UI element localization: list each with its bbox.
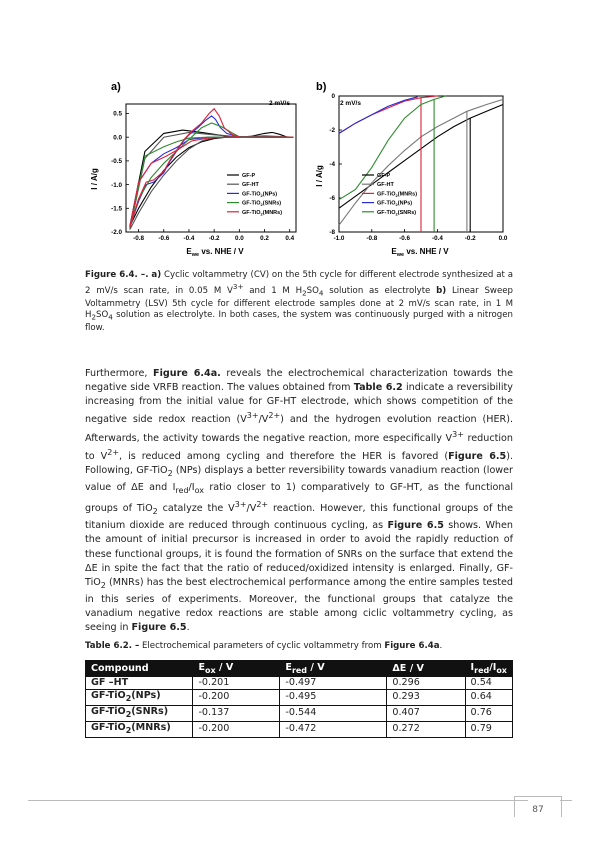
text: (SNRs) — [131, 705, 169, 717]
superscript: 3+ — [452, 429, 464, 439]
table-header-row — [86, 661, 513, 677]
figure-caption-text: SO — [96, 310, 109, 321]
subscript: 2 — [91, 312, 97, 322]
subscript: ox — [496, 665, 507, 675]
x-tick-label: -0.8 — [366, 235, 378, 242]
y-tick-label: 0.0 — [113, 134, 122, 142]
figure-ref: Figure 6.4a — [384, 641, 440, 651]
text: indicate a reversibility increasing from the initial value for GF-HT electrode, which shows competition of the negative side redox reaction (V — [85, 382, 513, 426]
electrochemical-parameters-table — [85, 660, 513, 738]
cell-delta-e: 0.272 — [387, 721, 465, 737]
text: /V — [258, 414, 269, 426]
text: GF –HT — [91, 677, 129, 688]
text: GF-TiO — [91, 705, 126, 717]
text: (NPs) — [131, 690, 161, 701]
legend-label: GF-TiO$_2$(NPs) — [242, 191, 278, 198]
subscript: red — [175, 486, 189, 496]
figure-caption-text: and 1 M H — [243, 286, 303, 297]
x-tick-label: 0.2 — [260, 235, 269, 242]
chart-b-xlabel: $E_{we}$ vs. NHE / V — [391, 247, 449, 258]
table-row — [86, 721, 513, 737]
chart-a-panel-label: a) — [111, 81, 121, 93]
table-caption — [85, 641, 442, 651]
cell-eox: -0.201 — [193, 677, 280, 690]
x-tick-label: 0.0 — [234, 235, 244, 242]
subscript: ox — [205, 665, 216, 675]
legend-label: GF-HT — [242, 182, 259, 189]
superscript: 2+ — [256, 500, 269, 510]
subscript: 2 — [125, 709, 132, 719]
text: shows. When the amount of initial precursor is increased in order to avoid the rapidly reduction of these functional groups, it is found the formation of SNRs on the surface that extend the ΔE in spite the fact that the ratio of reduced/oxidized intensity is enlarged. Finally, GF-TiO — [85, 520, 513, 588]
chart-a-plot — [111, 104, 296, 242]
figure-ref: Figure 6.4a. — [153, 368, 221, 379]
y-tick-label: -2.0 — [111, 229, 122, 237]
legend-label: GF-TiO$_2$(SNRs) — [377, 209, 417, 217]
subscript: 4 — [318, 288, 324, 298]
text: , is reduced among cycling and therefore the HER is favored ( — [119, 451, 449, 463]
table-caption-label: Table 6.2. – — [85, 641, 140, 651]
x-tick-label: -0.4 — [431, 235, 443, 242]
cell-ratio: 0.76 — [465, 705, 512, 721]
superscript: 2+ — [268, 411, 281, 421]
cell-compound — [86, 677, 193, 690]
subscript: 2 — [125, 693, 132, 703]
text: Furthermore, — [85, 368, 154, 379]
cell-compound — [86, 705, 193, 721]
subscript: 2 — [100, 580, 106, 590]
x-tick-label: 0.4 — [285, 235, 295, 242]
superscript: 3+ — [232, 282, 244, 292]
table-ref: Table 6.2 — [353, 382, 403, 394]
text: reduction to V — [85, 432, 513, 463]
text: E — [285, 662, 292, 674]
header-delta-e: ΔE / V — [387, 661, 465, 677]
chart-b-ylabel: I / A/g — [315, 165, 324, 187]
cell-eox: -0.200 — [193, 690, 280, 706]
figure-caption-text: Linear Sweep Voltammetry (LSV) 5th cycle for different electrode samples done at 2 mV/s scan rate, in 1 M H — [85, 286, 513, 321]
y-tick-label: -6 — [329, 195, 335, 203]
footer-rule — [560, 800, 572, 801]
x-tick-label: -0.8 — [133, 235, 145, 242]
text: /I — [188, 482, 195, 494]
subscript: 2 — [302, 288, 307, 298]
legend-label: GF-HT — [377, 182, 394, 189]
cell-delta-e: 0.293 — [387, 690, 465, 706]
subscript: red — [474, 665, 490, 675]
cell-ered: -0.544 — [280, 705, 387, 721]
figure-caption-a: a) — [151, 270, 162, 280]
x-tick-label: -0.6 — [399, 235, 411, 242]
cell-compound — [86, 690, 193, 706]
figure-caption-label: Figure 6.4. –. — [85, 270, 149, 280]
legend-label: GF-TiO$_2$(SNRs) — [242, 200, 282, 208]
y-tick-label: -1.5 — [111, 205, 122, 213]
x-tick-label: -0.6 — [158, 235, 170, 242]
text: /V — [246, 503, 257, 515]
text: reveals the electrochemical characterization towards the negative side VRFB reaction. The values obtained from — [85, 368, 513, 394]
cell-ratio: 0.79 — [465, 721, 512, 737]
table-row — [86, 690, 513, 706]
chart-b-annotation: 2 mV/s — [340, 100, 361, 107]
x-tick-label: -0.2 — [208, 235, 220, 242]
text: GF-TiO — [91, 690, 126, 701]
cell-delta-e: 0.407 — [387, 705, 465, 721]
text: / V — [215, 662, 234, 674]
y-tick-label: -0.5 — [111, 158, 122, 166]
text: GF-TiO — [91, 721, 126, 733]
cell-ratio: 0.54 — [465, 677, 512, 690]
y-tick-label: -1.0 — [111, 181, 122, 189]
chart-b-panel-label: b) — [316, 81, 327, 93]
text: . — [439, 641, 443, 651]
header-compound: Compound — [86, 661, 193, 677]
superscript: 2+ — [107, 447, 120, 457]
footer-rule — [28, 800, 528, 801]
chart-b-plot — [329, 93, 507, 242]
y-tick-label: -4 — [329, 161, 335, 169]
text: I — [470, 662, 475, 674]
text: (MNRs) — [131, 721, 171, 733]
cell-compound — [86, 721, 193, 737]
cell-delta-e: 0.296 — [387, 677, 465, 690]
page-number: 87 — [514, 796, 562, 817]
text: (NPs) displays a better reversibility towards vanadium reaction (lower value of ΔE and I — [85, 465, 514, 494]
legend-label: GF-P — [377, 173, 391, 179]
text: catalyze the V — [157, 503, 235, 515]
chart-a-cyclic-voltammetry — [85, 76, 300, 260]
figure-caption-text: SO — [306, 286, 319, 297]
legend-label: GF-P — [242, 173, 256, 179]
chart-a-xlabel: $E_{we}$ vs. NHE / V — [186, 247, 244, 258]
superscript: 3+ — [246, 411, 259, 421]
text: ratio closer to 1) comparatively to GF-HT, as the functional groups of TiO — [85, 482, 514, 515]
cell-ered: -0.497 — [280, 677, 387, 690]
x-tick-label: 0.0 — [498, 235, 508, 242]
legend-label: GF-TiO$_2$(NPs) — [377, 200, 413, 208]
text: /I — [489, 662, 497, 674]
x-tick-label: -0.2 — [464, 235, 476, 242]
legend-label: GF-TiO$_2$(MNRs) — [377, 191, 418, 198]
figure-caption-text: solution as electrolyte — [323, 286, 437, 297]
figure-caption-text: solution as electrolyte. In both cases, the system was continuously purged with a nitrogen flow. — [85, 310, 513, 334]
text: reaction. However, this functional groups of the titanium dioxide are reduced through continuous cycling, as — [85, 503, 513, 532]
text: ) and the hydrogen evolution reaction (HER). Afterwards, the activity towards the negative reaction, more especifically V — [85, 414, 514, 444]
figure-ref: Figure 6.5 — [131, 621, 187, 633]
table-row — [86, 677, 513, 690]
figure-caption — [85, 270, 513, 334]
y-tick-label: -8 — [329, 229, 335, 237]
figure-caption-b: b) — [436, 286, 447, 297]
subscript: 2 — [152, 507, 158, 517]
body-paragraph — [85, 367, 513, 635]
y-tick-label: 0.5 — [113, 110, 122, 118]
chart-b-legend — [362, 173, 417, 216]
cell-ered: -0.495 — [280, 690, 387, 706]
subscript: 2 — [125, 725, 132, 735]
text: ). Following, GF-TiO — [85, 451, 513, 477]
figure-caption-text: Cyclic voltammetry (CV) on the 5th cycle for different electrode synthesized at a 2 mV/s scan rate, in 0.05 M V — [85, 270, 514, 297]
text: E — [198, 662, 206, 674]
figure-ref: Figure 6.5 — [448, 451, 507, 463]
y-tick-label: 0 — [331, 93, 335, 101]
header-ratio — [465, 661, 512, 677]
x-tick-label: -0.4 — [183, 235, 195, 242]
x-tick-label: -1.0 — [333, 235, 345, 242]
chart-a-legend — [227, 173, 282, 216]
cell-eox: -0.200 — [193, 721, 280, 737]
figure-ref: Figure 6.5 — [387, 520, 444, 532]
subscript: ox — [194, 486, 204, 496]
subscript: 4 — [108, 312, 113, 322]
y-tick-label: -2 — [329, 127, 335, 135]
chart-b-linear-sweep — [300, 76, 520, 260]
chart-a-ylabel: I / A/g — [90, 168, 99, 190]
text: . — [186, 621, 190, 633]
subscript: 2 — [167, 469, 173, 479]
header-eox — [193, 661, 280, 677]
superscript: 3+ — [234, 500, 247, 510]
subscript: red — [291, 665, 308, 675]
legend-label: GF-TiO$_2$(MNRs) — [242, 209, 283, 217]
chart-a-annotation: 2 mV/s — [269, 100, 290, 107]
cell-ratio: 0.64 — [465, 690, 512, 706]
table-caption-text: Electrochemical parameters of cyclic voltammetry from — [139, 641, 385, 651]
header-ered — [280, 661, 387, 677]
text: / V — [307, 662, 325, 674]
cell-ered: -0.472 — [280, 721, 387, 737]
text: (MNRs) has the best electrochemical performance among the entire samples tested in this series of experiments. Moreover, the functional groups that catalyze the vanadium negative redox reactions are stable among ciclic voltammetry cycling, as seeing in — [85, 576, 513, 633]
table-row — [86, 705, 513, 721]
cell-eox: -0.137 — [193, 705, 280, 721]
